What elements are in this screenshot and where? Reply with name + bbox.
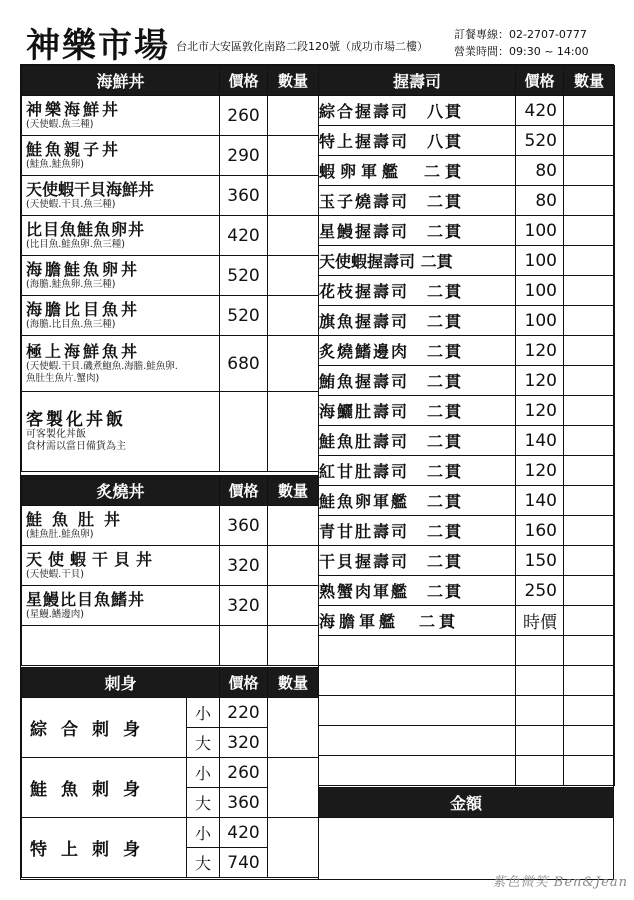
table-row xyxy=(319,546,615,576)
item-name: 特上刺身 xyxy=(22,818,187,878)
item-price: 680 xyxy=(220,336,268,392)
qty-cell[interactable] xyxy=(268,256,319,296)
item-name: 鮭魚刺身 xyxy=(22,758,187,818)
table-row xyxy=(319,576,615,606)
empty-cell xyxy=(516,726,564,756)
item-desc: (天使蝦.干貝.磯煮鮑魚.海膽.鮭魚卵. xyxy=(26,360,178,372)
item-price: 420 xyxy=(220,216,268,256)
hours: 營業時間：09:30 ~ 14:00 xyxy=(454,45,589,58)
sashimi-title: 刺身 xyxy=(22,668,220,698)
item-price: 80 xyxy=(516,186,564,216)
item-price: 360 xyxy=(220,506,268,546)
empty-cell xyxy=(319,726,516,756)
item-desc: (星鰻.鰭邊肉) xyxy=(26,608,84,620)
table-row xyxy=(319,456,615,486)
item-price: 100 xyxy=(516,246,564,276)
item-price: 150 xyxy=(516,546,564,576)
table-row xyxy=(319,336,615,366)
item-desc: 可客製化丼飯 xyxy=(26,428,86,440)
item-price: 290 xyxy=(220,136,268,176)
item-name: 干貝握壽司 二貫 xyxy=(319,546,516,576)
item-price: 160 xyxy=(516,516,564,546)
empty-cell xyxy=(319,666,516,696)
qty-cell[interactable] xyxy=(564,246,615,276)
item-name: 鮭魚肚丼 xyxy=(26,509,131,529)
sashimi-table xyxy=(21,667,319,878)
table-row-empty xyxy=(22,626,319,666)
item-name: 熟蟹肉軍艦 二貫 xyxy=(319,576,516,606)
empty-cell xyxy=(22,626,220,666)
qty-header: 數量 xyxy=(268,668,319,698)
item-name: 綜合刺身 xyxy=(22,698,187,758)
qty-header: 數量 xyxy=(268,476,319,506)
price-header: 價格 xyxy=(516,66,564,96)
item-price: 250 xyxy=(516,576,564,606)
size-large: 大 xyxy=(187,728,220,758)
item-name: 神樂海鮮丼 xyxy=(26,99,122,119)
item-price: 140 xyxy=(516,426,564,456)
item-price: 320 xyxy=(220,586,268,626)
qty-cell[interactable] xyxy=(564,756,615,786)
item-price: 120 xyxy=(516,456,564,486)
item-name: 花枝握壽司 二貫 xyxy=(319,276,516,306)
item-price: 120 xyxy=(516,336,564,366)
qty-header: 數量 xyxy=(564,66,615,96)
item-desc: (天使蝦.魚三種) xyxy=(26,118,94,130)
item-price: 220 xyxy=(220,698,268,728)
qty-cell[interactable] xyxy=(564,456,615,486)
table-row xyxy=(22,176,319,216)
price-header: 價格 xyxy=(220,476,268,506)
item-desc: (海膽.鮭魚卵.魚三種) xyxy=(26,278,116,290)
item-price: 520 xyxy=(516,126,564,156)
item-name: 天使蝦握壽司 二貫 xyxy=(319,246,516,276)
qty-cell[interactable] xyxy=(564,186,615,216)
table-row xyxy=(319,96,615,126)
empty-cell xyxy=(319,636,516,666)
total-title: 金額 xyxy=(319,788,614,818)
price-header: 價格 xyxy=(220,66,268,96)
item-name: 旗魚握壽司 二貫 xyxy=(319,306,516,336)
qty-cell[interactable] xyxy=(268,758,319,818)
item-name: 天使蝦干貝海鮮丼 xyxy=(26,179,155,199)
item-price: 320 xyxy=(220,546,268,586)
item-name: 鮭魚肚壽司 二貫 xyxy=(319,426,516,456)
item-name: 鮭魚卵軍艦 二貫 xyxy=(319,486,516,516)
item-desc: (比目魚.鮭魚卵.魚三種) xyxy=(26,238,125,250)
qty-cell[interactable] xyxy=(564,126,615,156)
item-name: 青甘肚壽司 二貫 xyxy=(319,516,516,546)
item-price: 260 xyxy=(220,758,268,788)
qty-header: 數量 xyxy=(268,66,319,96)
qty-cell[interactable] xyxy=(268,586,319,626)
item-name: 極上海鮮魚丼 xyxy=(26,341,141,361)
table-row-empty xyxy=(319,636,615,666)
price-header: 價格 xyxy=(220,668,268,698)
qty-cell[interactable] xyxy=(564,486,615,516)
table-row xyxy=(22,256,319,296)
empty-cell xyxy=(516,636,564,666)
qty-cell[interactable] xyxy=(564,276,615,306)
size-large: 大 xyxy=(187,848,220,878)
item-name: 客製化丼飯 xyxy=(26,409,126,430)
item-price: 520 xyxy=(220,256,268,296)
item-price xyxy=(220,392,268,472)
qty-cell[interactable] xyxy=(268,698,319,758)
table-row xyxy=(22,586,319,626)
qty-cell[interactable] xyxy=(564,666,615,696)
item-price: 420 xyxy=(220,818,268,848)
item-price: 100 xyxy=(516,216,564,246)
size-small: 小 xyxy=(187,758,220,788)
item-name: 海膽軍艦 二貫 xyxy=(319,606,516,636)
table-row xyxy=(22,758,319,788)
item-name: 海鱺肚壽司 二貫 xyxy=(319,396,516,426)
item-name: 星鰻握壽司 二貫 xyxy=(319,216,516,246)
nigiri-title: 握壽司 xyxy=(319,66,516,96)
item-name: 蝦卵軍艦 二貫 xyxy=(319,156,516,186)
item-price: 320 xyxy=(220,728,268,758)
qty-cell[interactable] xyxy=(564,156,615,186)
table-row-empty xyxy=(319,696,615,726)
size-small: 小 xyxy=(187,818,220,848)
brand-logo: 神樂市場 xyxy=(26,26,170,66)
qty-cell[interactable] xyxy=(564,426,615,456)
table-row xyxy=(319,306,615,336)
qty-cell[interactable] xyxy=(564,336,615,366)
empty-cell xyxy=(516,696,564,726)
qty-cell[interactable] xyxy=(564,396,615,426)
order-sheet xyxy=(20,64,614,880)
qty-cell[interactable] xyxy=(268,136,319,176)
table-row xyxy=(319,606,615,636)
aburi-don-table xyxy=(21,475,319,666)
item-desc-2: 食材需以當日備貨為主 xyxy=(26,440,126,452)
table-row xyxy=(319,396,615,426)
qty-cell[interactable] xyxy=(268,296,319,336)
item-price: 時價 xyxy=(516,606,564,636)
phone: 訂餐專線：02-2707-0777 xyxy=(454,28,587,41)
item-desc: (鮭魚肚.鮭魚卵) xyxy=(26,528,94,540)
item-price: 740 xyxy=(220,848,268,878)
item-price: 420 xyxy=(516,96,564,126)
item-price: 140 xyxy=(516,486,564,516)
empty-cell xyxy=(220,626,268,666)
item-name: 紅甘肚壽司 二貫 xyxy=(319,456,516,486)
item-desc-2: 魚肚生魚片.蟹肉) xyxy=(26,372,100,384)
item-name: 綜合握壽司 八貫 xyxy=(319,96,516,126)
item-desc: (鮭魚.鮭魚卵) xyxy=(26,158,84,170)
item-name: 海膽鮭魚卵丼 xyxy=(26,259,141,279)
qty-cell[interactable] xyxy=(564,546,615,576)
table-row xyxy=(22,818,319,848)
address: 台北市大安區敦化南路二段120號（成功市場二樓） xyxy=(176,40,428,53)
total-table xyxy=(318,787,614,880)
aburi-don-title: 炙燒丼 xyxy=(22,476,220,506)
contact-info xyxy=(454,26,589,60)
qty-cell[interactable] xyxy=(268,546,319,586)
table-row xyxy=(319,366,615,396)
item-price: 80 xyxy=(516,156,564,186)
watermark: 紫色微笑 Ben&Jean xyxy=(492,875,628,890)
qty-cell[interactable] xyxy=(564,696,615,726)
table-row xyxy=(22,96,319,136)
empty-cell xyxy=(516,666,564,696)
item-price: 120 xyxy=(516,396,564,426)
qty-cell[interactable] xyxy=(564,726,615,756)
qty-cell[interactable] xyxy=(564,366,615,396)
item-price: 360 xyxy=(220,788,268,818)
item-name: 炙燒鰭邊肉 二貫 xyxy=(319,336,516,366)
table-row-empty xyxy=(319,756,615,786)
table-row-empty xyxy=(319,726,615,756)
table-row xyxy=(22,546,319,586)
size-large: 大 xyxy=(187,788,220,818)
item-price: 260 xyxy=(220,96,268,136)
table-row xyxy=(319,276,615,306)
item-price: 100 xyxy=(516,276,564,306)
qty-cell[interactable] xyxy=(564,216,615,246)
empty-cell xyxy=(516,756,564,786)
table-row xyxy=(22,506,319,546)
item-name: 玉子燒壽司 二貫 xyxy=(319,186,516,216)
qty-cell[interactable] xyxy=(268,818,319,878)
qty-cell[interactable] xyxy=(268,96,319,136)
item-price: 120 xyxy=(516,366,564,396)
empty-cell xyxy=(319,756,516,786)
table-row xyxy=(319,216,615,246)
qty-cell[interactable] xyxy=(268,336,319,392)
table-row xyxy=(319,186,615,216)
item-name: 海膽比目魚丼 xyxy=(26,299,141,319)
qty-cell[interactable] xyxy=(268,626,319,666)
qty-cell[interactable] xyxy=(564,96,615,126)
table-row xyxy=(22,336,319,392)
item-price: 520 xyxy=(220,296,268,336)
nigiri-table xyxy=(318,65,615,786)
qty-cell[interactable] xyxy=(564,606,615,636)
qty-cell[interactable] xyxy=(268,506,319,546)
table-row xyxy=(22,392,319,472)
item-name: 特上握壽司 八貫 xyxy=(319,126,516,156)
qty-cell[interactable] xyxy=(564,306,615,336)
table-row xyxy=(22,216,319,256)
item-name: 鮭魚親子丼 xyxy=(26,139,122,159)
seafood-don-table xyxy=(21,65,319,472)
qty-cell[interactable] xyxy=(268,392,319,472)
table-row xyxy=(22,136,319,176)
table-row xyxy=(319,486,615,516)
table-row xyxy=(319,516,615,546)
seafood-don-title: 海鮮丼 xyxy=(22,66,220,96)
qty-cell[interactable] xyxy=(564,576,615,606)
item-name: 天使蝦干貝丼 xyxy=(26,549,159,569)
item-name: 鮪魚握壽司 二貫 xyxy=(319,366,516,396)
qty-cell[interactable] xyxy=(564,636,615,666)
table-row-empty xyxy=(319,666,615,696)
item-price: 360 xyxy=(220,176,268,216)
table-row xyxy=(22,698,319,728)
item-desc: (天使蝦.干貝.魚三種) xyxy=(26,198,116,210)
table-row xyxy=(319,246,615,276)
item-name: 星鰻比目魚鰭丼 xyxy=(26,589,146,609)
qty-cell[interactable] xyxy=(268,176,319,216)
item-desc: (天使蝦.干貝) xyxy=(26,568,84,580)
qty-cell[interactable] xyxy=(268,216,319,256)
empty-cell xyxy=(319,696,516,726)
table-row xyxy=(22,296,319,336)
item-name: 比目魚鮭魚卵丼 xyxy=(26,219,146,239)
item-desc: (海膽.比目魚.魚三種) xyxy=(26,318,116,330)
table-row xyxy=(319,156,615,186)
qty-cell[interactable] xyxy=(564,516,615,546)
item-price: 100 xyxy=(516,306,564,336)
table-row xyxy=(319,426,615,456)
table-row xyxy=(319,126,615,156)
size-small: 小 xyxy=(187,698,220,728)
